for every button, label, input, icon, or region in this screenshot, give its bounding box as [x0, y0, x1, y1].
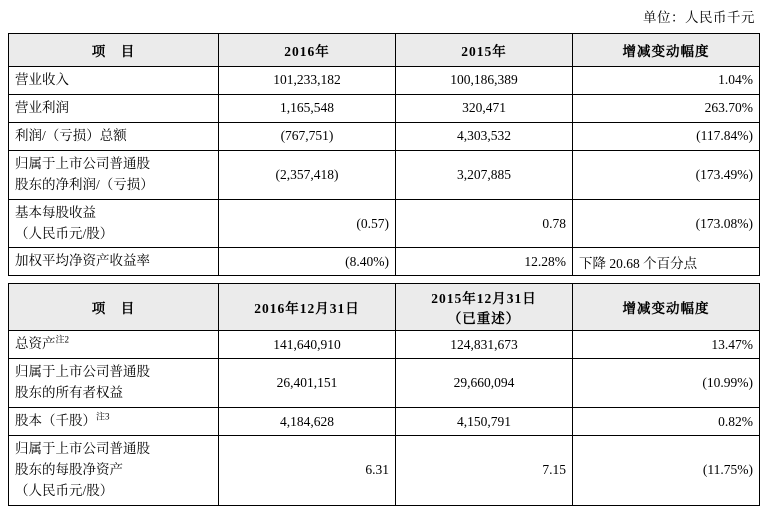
row-label-line1: 归属于上市公司普通股 [15, 364, 150, 380]
row-label-line1: 基本每股收益 [15, 204, 96, 220]
balance-sheet-table [8, 283, 760, 505]
row-value-change: 263.70% [573, 94, 760, 122]
table-row [9, 331, 760, 359]
row-label-line3: （人民币元/股） [15, 482, 114, 498]
row-label-weighted-roe: 加权平均净资产收益率 [9, 248, 219, 276]
row-label-net-profit-attributable [9, 150, 219, 199]
row-value-2015: 124,831,673 [396, 331, 573, 359]
header-cell-2015-date [396, 284, 573, 331]
row-value-2016: 101,233,182 [219, 67, 396, 95]
row-value-2015: 100,186,389 [396, 67, 573, 95]
row-value-2016: 1,165,548 [219, 94, 396, 122]
row-label-line2: 股东的所有者权益 [15, 385, 123, 401]
row-label-line2: 股东的每股净资产 [15, 461, 123, 477]
table-row [9, 150, 760, 199]
header-cell-2015-date-line1: 2015年12月31日 [431, 291, 537, 307]
row-value-2015: 3,207,885 [396, 150, 573, 199]
row-value-2016: 141,640,910 [219, 331, 396, 359]
row-value-2016: 4,184,628 [219, 408, 396, 436]
table-row [9, 94, 760, 122]
row-label-share-capital [9, 408, 219, 436]
row-value-change: (10.99%) [573, 359, 760, 408]
row-value-2015: 4,150,791 [396, 408, 573, 436]
row-value-change: (117.84%) [573, 122, 760, 150]
footnote-marker: 注2 [55, 334, 70, 345]
row-value-change: (11.75%) [573, 436, 760, 506]
unit-note: 单位：人民币千元 [643, 10, 755, 25]
row-label-basic-eps [9, 199, 219, 248]
row-value-2015: 320,471 [396, 94, 573, 122]
header-cell-item: 项 目 [9, 284, 219, 331]
header-cell-2016: 2016年 [219, 34, 396, 67]
row-value-change: 0.82% [573, 408, 760, 436]
row-value-2016: 6.31 [219, 436, 396, 506]
header-cell-2016-date: 2016年12月31日 [219, 284, 396, 331]
table-header-row [9, 284, 760, 331]
row-label-revenue: 营业收入 [9, 67, 219, 95]
table-row [9, 436, 760, 506]
row-label-line2: 股东的净利润/（亏损） [15, 176, 154, 192]
row-label-line1: 归属于上市公司普通股 [15, 441, 150, 457]
row-value-2016: (767,751) [219, 122, 396, 150]
footnote-marker: 注3 [96, 411, 110, 422]
row-label-line2: （人民币元/股） [15, 225, 114, 241]
income-statement-table [8, 33, 760, 276]
row-value-2015: 0.78 [396, 199, 573, 248]
row-label-nav-per-share [9, 436, 219, 506]
row-value-change: 1.04% [573, 67, 760, 95]
row-label-equity-attributable [9, 359, 219, 408]
row-label-text: 总资产 [15, 336, 56, 352]
header-cell-change: 增减变动幅度 [573, 34, 760, 67]
table-row [9, 122, 760, 150]
table-row [9, 408, 760, 436]
row-value-2015: 12.28% [396, 248, 573, 276]
row-value-2015: 7.15 [396, 436, 573, 506]
row-value-2015: 4,303,532 [396, 122, 573, 150]
header-cell-item: 项 目 [9, 34, 219, 67]
table-row [9, 359, 760, 408]
row-value-change: 13.47% [573, 331, 760, 359]
row-label-total-assets [9, 331, 219, 359]
header-cell-2015-date-line2: （已重述） [447, 311, 521, 327]
row-value-2016: (0.57) [219, 199, 396, 248]
table-row [9, 67, 760, 95]
table-row [9, 248, 760, 276]
row-value-2016: (8.40%) [219, 248, 396, 276]
table-row [9, 199, 760, 248]
row-value-change: (173.49%) [573, 150, 760, 199]
row-value-2016: (2,357,418) [219, 150, 396, 199]
header-cell-2015: 2015年 [396, 34, 573, 67]
table-header-row [9, 34, 760, 67]
row-label-text: 股本（千股） [15, 413, 96, 429]
row-value-2016: 26,401,151 [219, 359, 396, 408]
row-label-line1: 归属于上市公司普通股 [15, 155, 150, 171]
header-cell-change: 增减变动幅度 [573, 284, 760, 331]
row-label-total-profit: 利润/（亏损）总额 [9, 122, 219, 150]
row-value-2015: 29,660,094 [396, 359, 573, 408]
row-label-operating-profit: 营业利润 [9, 94, 219, 122]
row-value-change: (173.08%) [573, 199, 760, 248]
row-value-change: 下降 20.68 个百分点 [573, 248, 760, 276]
